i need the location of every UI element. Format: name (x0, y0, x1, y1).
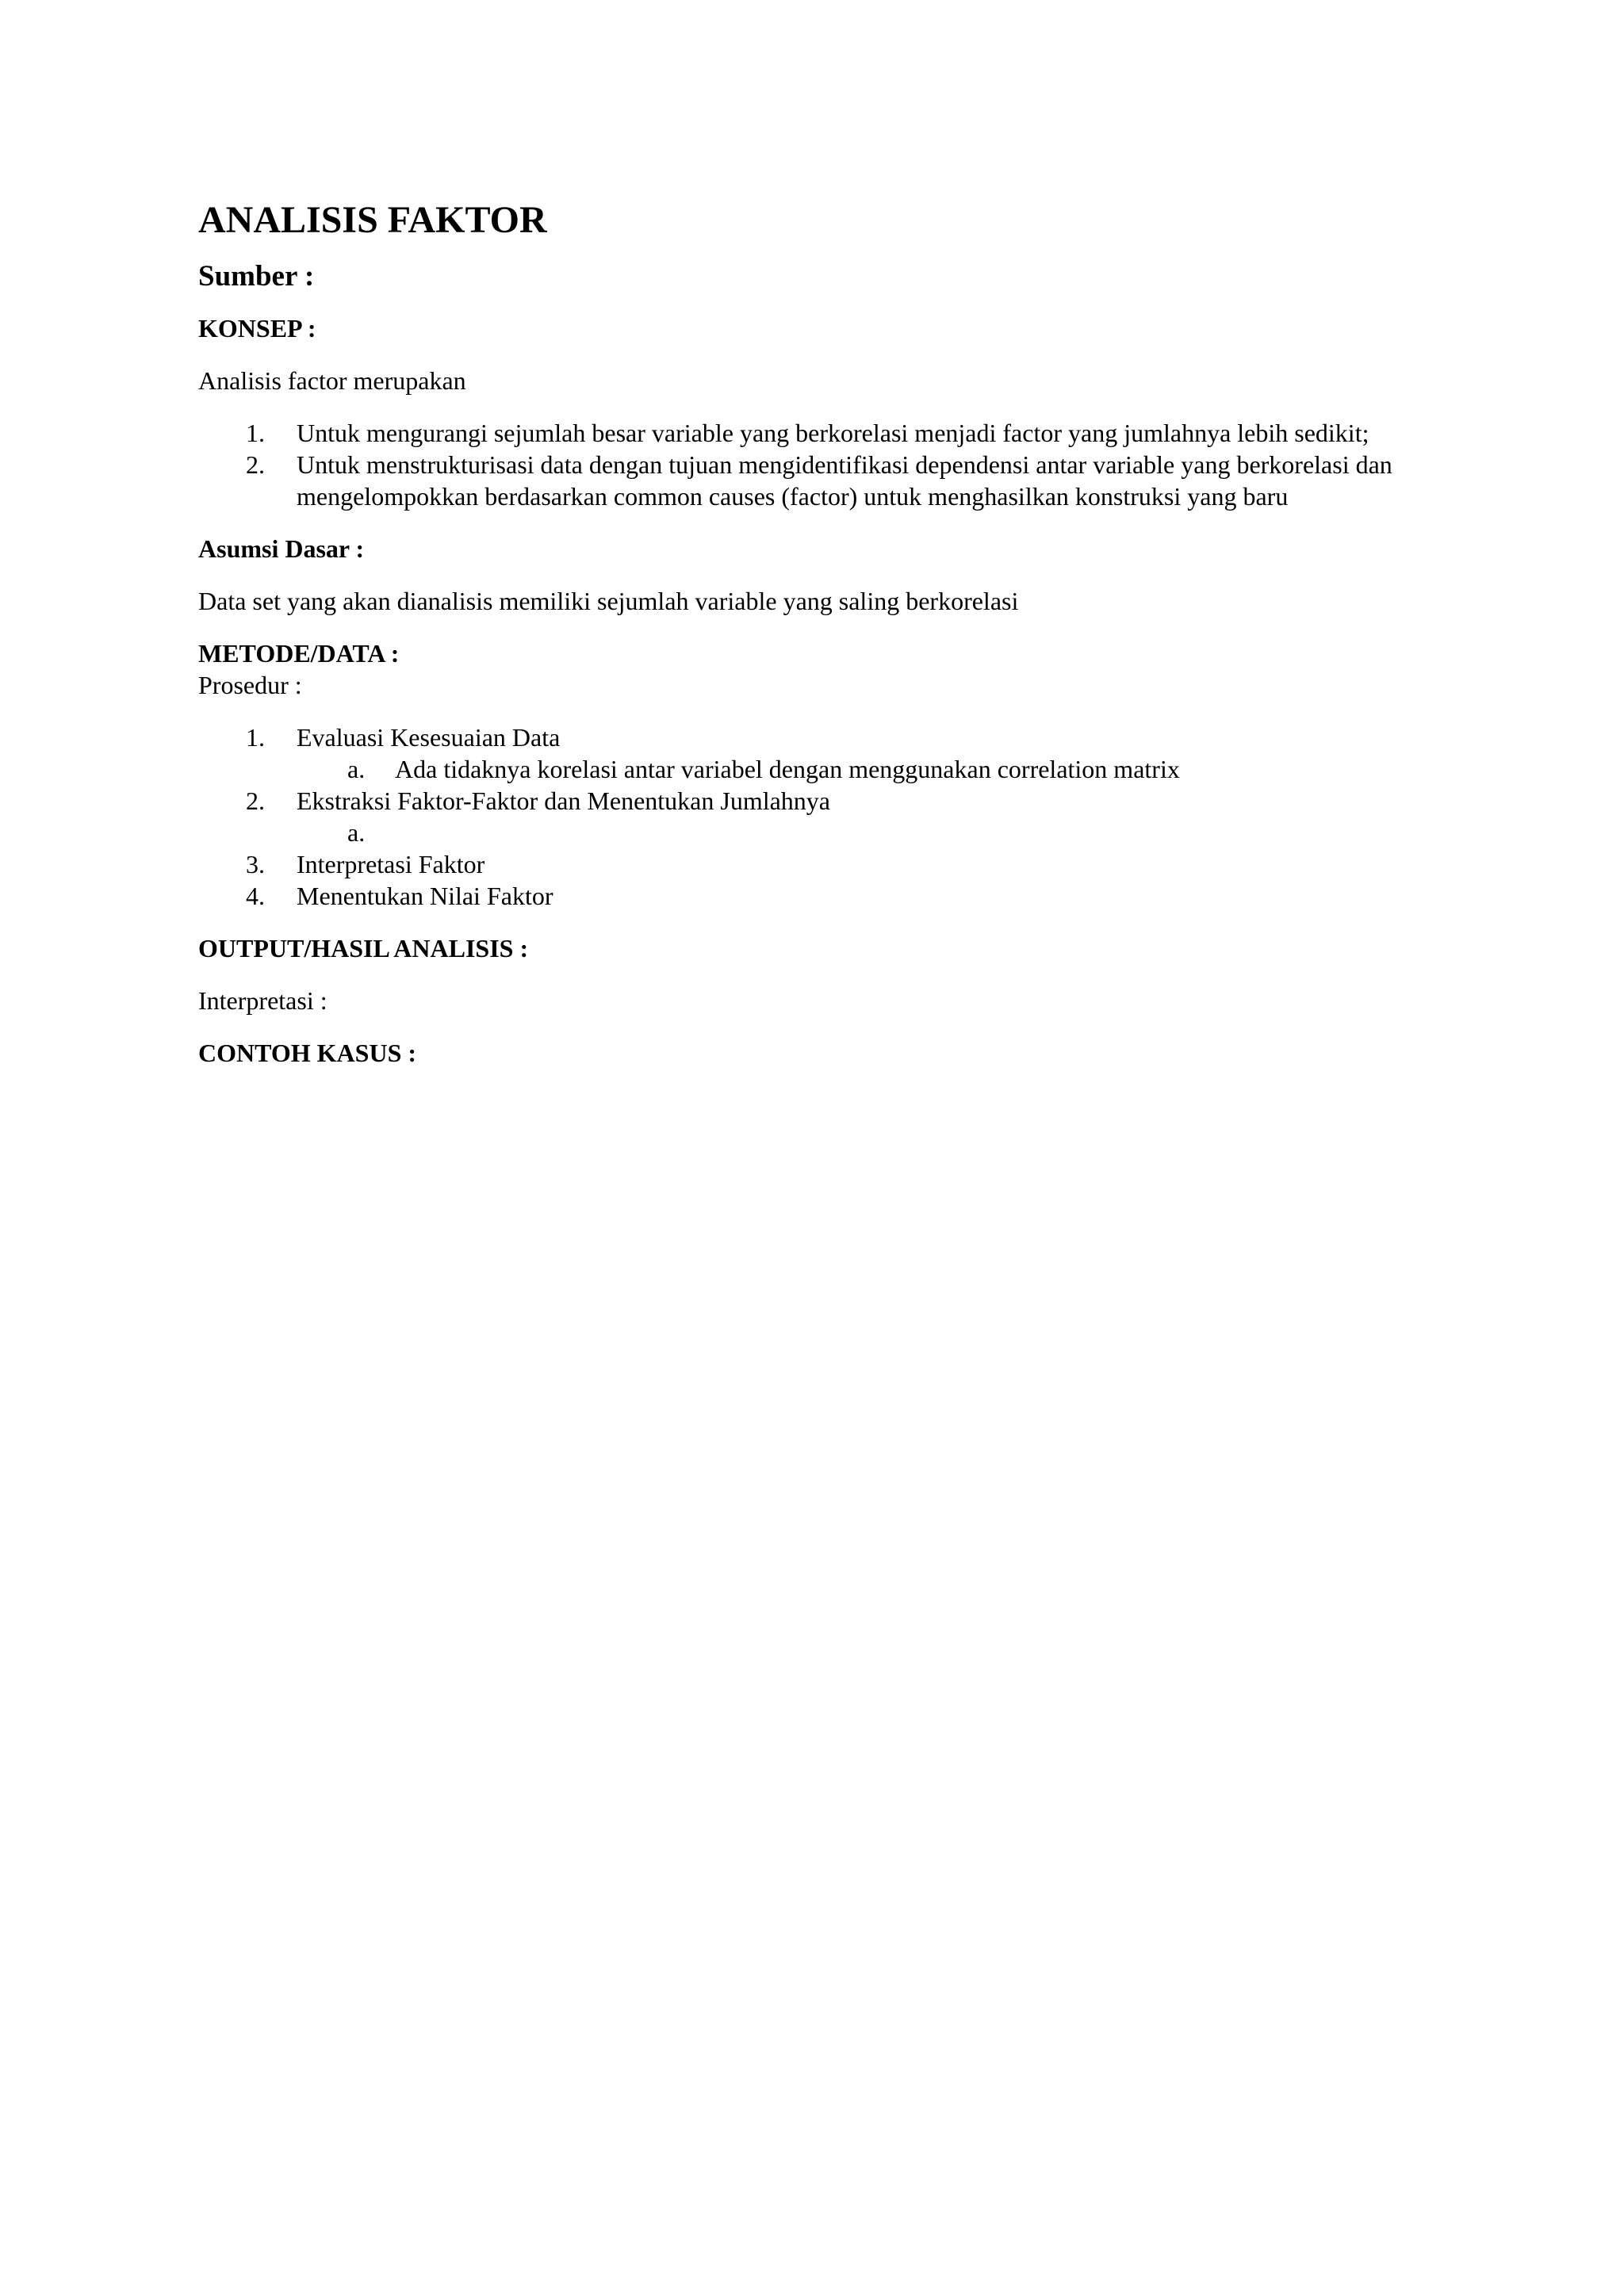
list-item-text: Evaluasi Kesesuaian Data (297, 723, 561, 752)
sub-list (297, 753, 1435, 785)
document-title: ANALISIS FAKTOR (198, 199, 547, 241)
output-heading: OUTPUT/HASIL ANALISIS : (198, 934, 529, 962)
list-number: 1. (246, 419, 265, 447)
document-content (198, 195, 1435, 1089)
list-item (198, 449, 1435, 512)
list-item (198, 417, 1435, 449)
interpretasi-label: Interpretasi : (198, 986, 327, 1015)
prosedur-label: Prosedur : (198, 671, 302, 699)
contoh-kasus-heading: CONTOH KASUS : (198, 1039, 417, 1067)
list-item-text: Interpretasi Faktor (297, 850, 485, 878)
konsep-intro: Analisis factor merupakan (198, 366, 466, 395)
sub-list-item-text: Ada tidaknya korelasi antar variabel dengan menggunakan correlation matrix (395, 755, 1180, 783)
list-item-text: Untuk mengurangi sejumlah besar variable yang berkorelasi menjadi factor yang jumlahnya lebih sedikit; (297, 419, 1369, 447)
list-item-text: Untuk menstrukturisasi data dengan tujuan mengidentifikasi dependensi antar variable yang berkorelasi dan mengelompokkan berdasarkan common causes (factor) untuk menghasilkan konstruksi yang baru (297, 450, 1392, 511)
sub-list-letter: a. (347, 818, 366, 847)
list-number: 4. (246, 882, 265, 910)
metode-heading: METODE/DATA : (198, 639, 400, 668)
prosedur-list (198, 721, 1435, 912)
list-item (198, 785, 1435, 848)
list-number: 2. (246, 450, 265, 479)
list-number: 3. (246, 850, 265, 878)
sub-list-item (297, 753, 1435, 785)
sub-list (297, 817, 1435, 848)
asumsi-text: Data set yang akan dianalisis memiliki sejumlah variable yang saling berkorelasi (198, 587, 1019, 615)
sumber-heading: Sumber : (198, 260, 315, 293)
list-number: 2. (246, 786, 265, 815)
list-item (198, 848, 1435, 880)
list-number: 1. (246, 723, 265, 752)
list-item (198, 721, 1435, 785)
konsep-heading: KONSEP : (198, 314, 316, 342)
konsep-list (198, 417, 1435, 512)
sub-list-item (297, 817, 1435, 848)
list-item-text: Ekstraksi Faktor-Faktor dan Menentukan Jumlahnya (297, 786, 830, 815)
sub-list-letter: a. (347, 755, 366, 783)
list-item-text: Menentukan Nilai Faktor (297, 882, 553, 910)
asumsi-heading: Asumsi Dasar : (198, 534, 365, 563)
list-item (198, 880, 1435, 912)
